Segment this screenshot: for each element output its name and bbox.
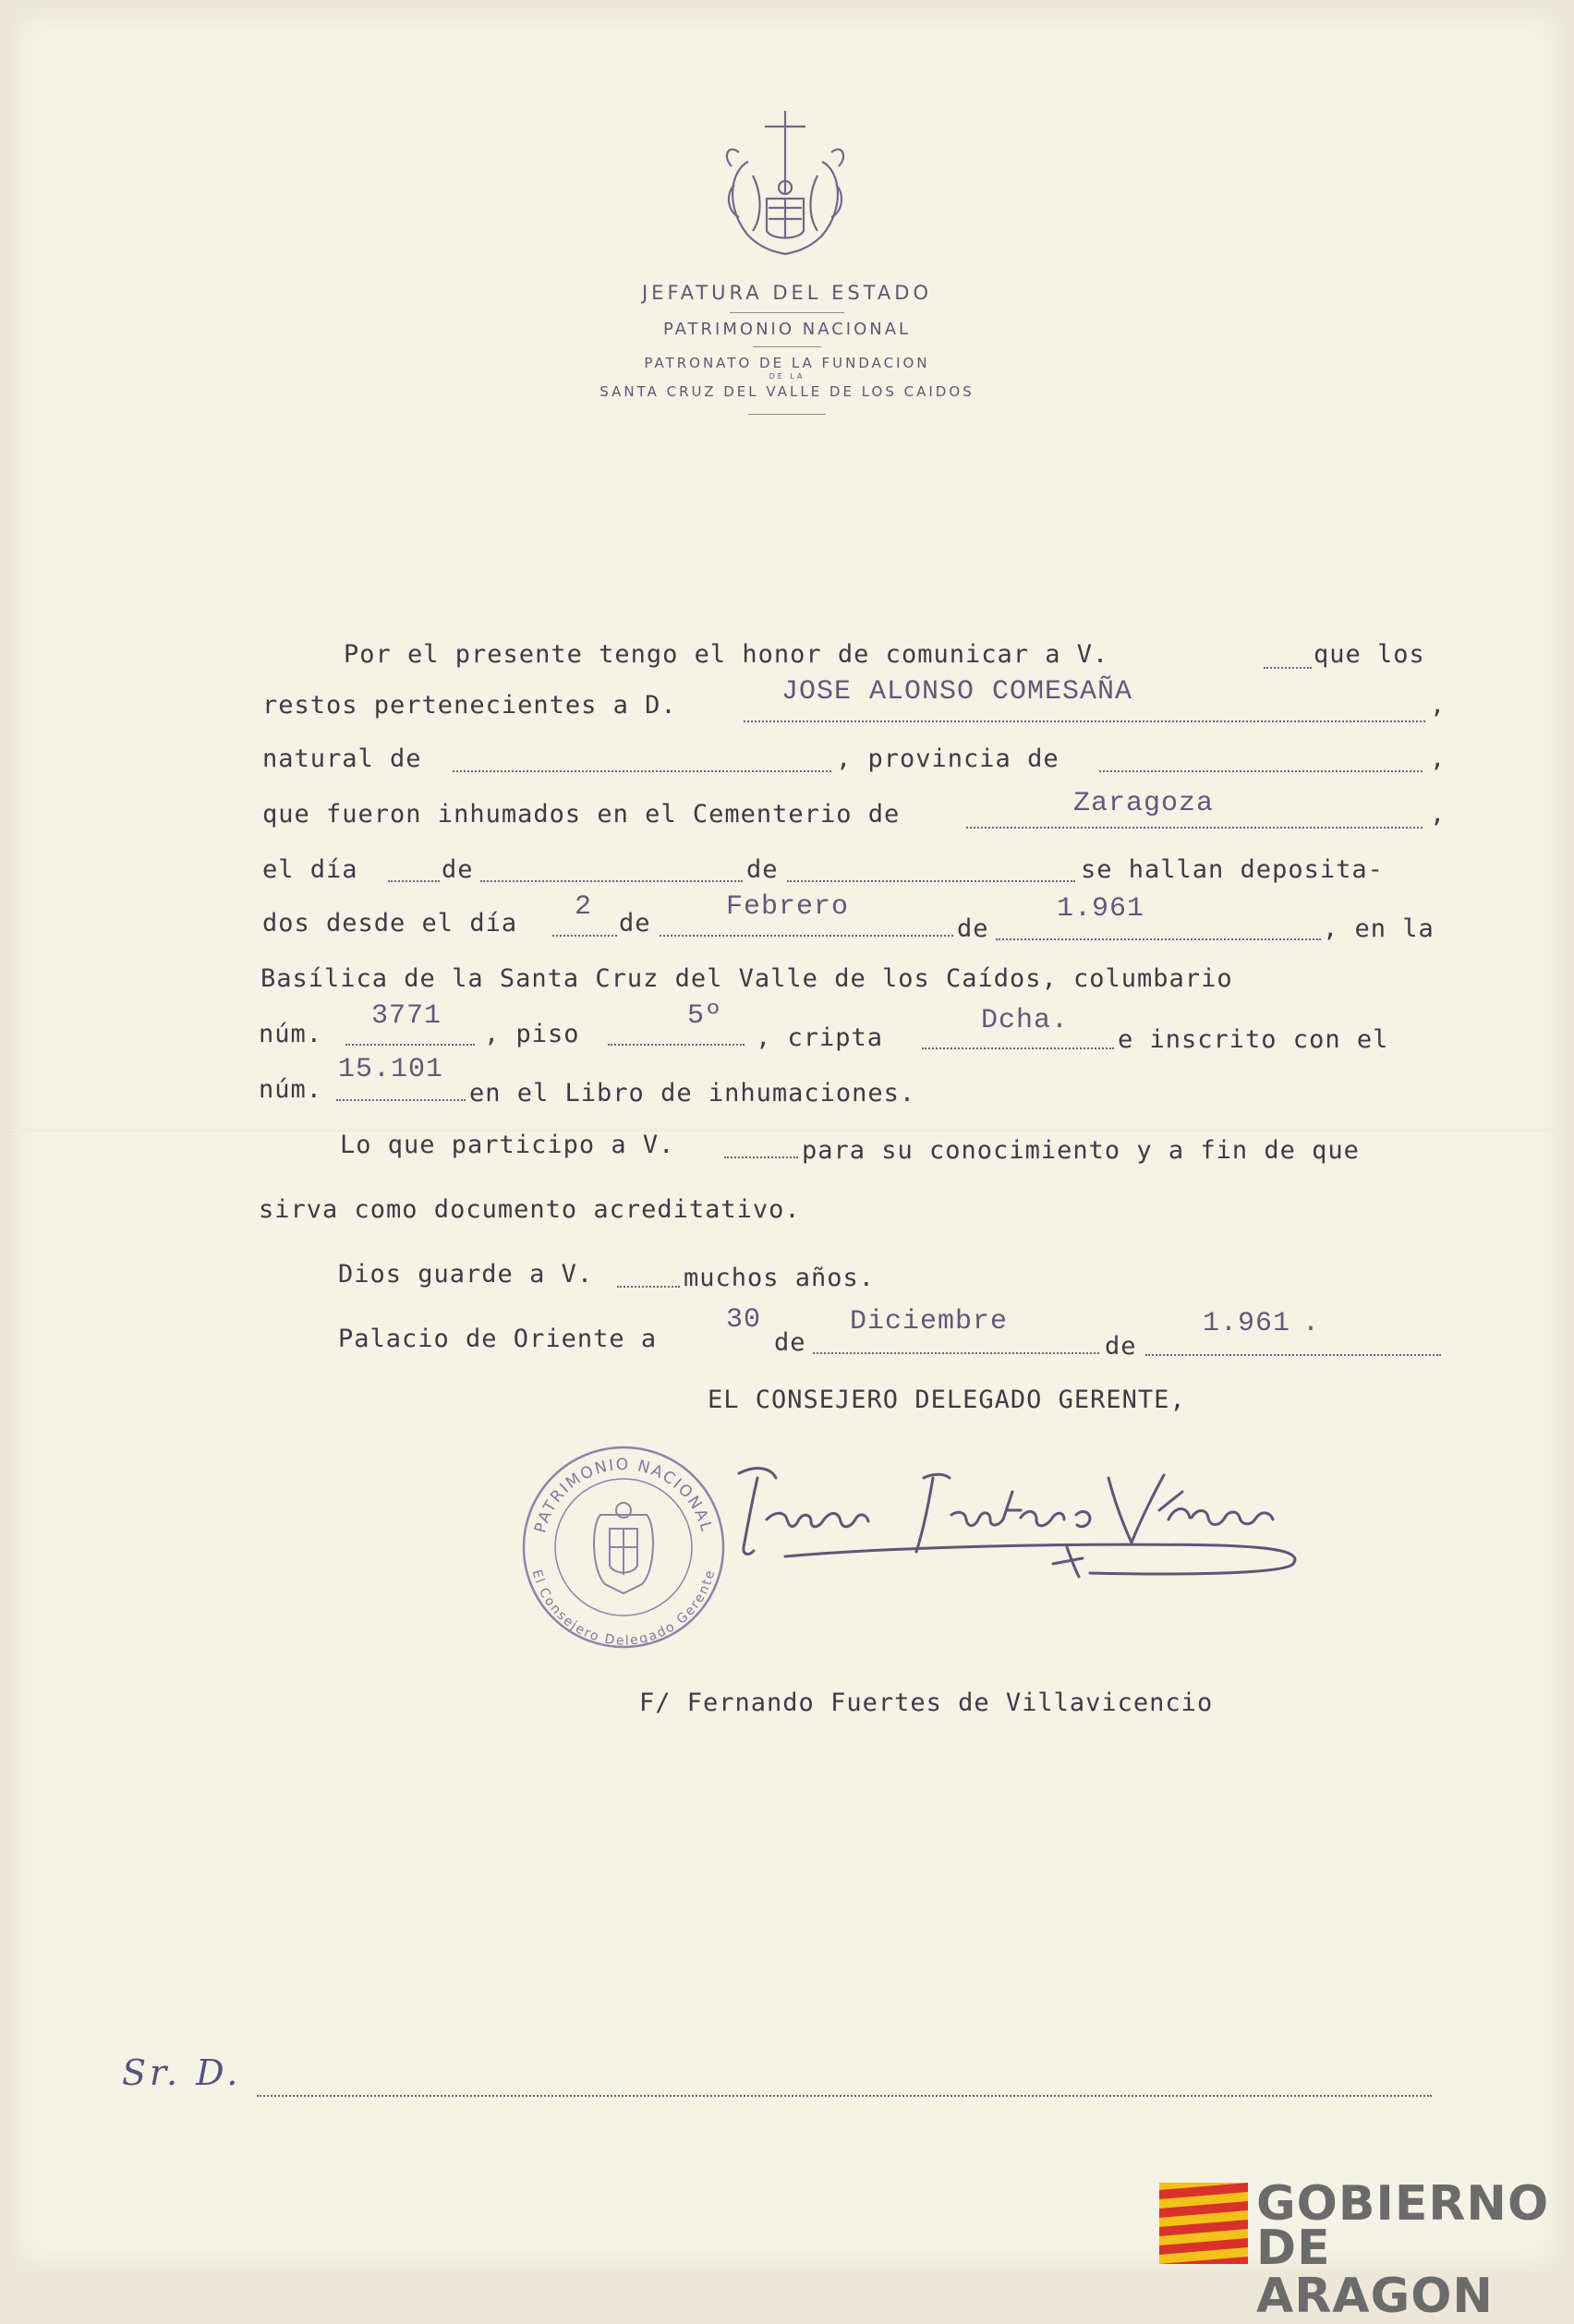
form-text-p8b: , piso [484,1020,580,1048]
blank-dia-deposito [552,935,617,937]
form-text-p5d: se hallan deposita- [1081,855,1384,884]
form-text-p6d: , en la [1323,914,1435,943]
blank-cementerio [966,827,1423,829]
filled-date-month: Diciembre [850,1306,1009,1338]
cross-emblem-icon [711,106,859,272]
blank-date-year [1145,1354,1441,1356]
form-text-p6b: de [619,909,651,938]
form-text-p13a: Palacio de Oriente a [338,1325,658,1353]
form-text-p8a: núm. [259,1020,323,1048]
eagle-crest-icon [594,1503,653,1593]
form-text-p8c: , cripta [756,1023,884,1052]
filled-piso: 5º [687,1000,723,1032]
form-text-p5b: de [442,855,474,884]
paper-fold [9,1129,1565,1132]
blank-vuestra-3 [617,1286,680,1288]
aragon-flag-icon [1159,2183,1248,2264]
form-text-p6c: de [957,914,989,943]
letterhead-line-5: SANTA CRUZ DEL VALLE DE LOS CAIDOS [599,383,975,400]
filled-cemetery: Zaragoza [1073,788,1215,819]
form-text-p6a: dos desde el día [262,909,518,938]
signer-title: EL CONSEJERO DELEGADO GERENTE, [708,1386,1186,1414]
form-text-p12b: muchos años. [684,1264,876,1292]
form-text-p9a: núm. [259,1075,323,1104]
form-text-p1b: que los [1314,640,1425,669]
filled-date-period: . [1302,1308,1321,1339]
filled-date-day: 30 [726,1304,762,1336]
addressee-label: Sr. D. [122,2052,242,2093]
form-text-p10a: Lo que participo a V. [340,1131,675,1159]
blank-mes-deposito [660,935,953,937]
form-text-p12a: Dios guarde a V. [338,1260,594,1289]
blank-ano-inhumacion [787,880,1075,882]
blank-ano-deposito [996,938,1321,940]
logo-line-2: DE ARAGON [1256,2221,1494,2324]
letterhead-line-1: JEFATURA DEL ESTADO [641,282,932,304]
filled-cripta: Dcha. [981,1005,1070,1036]
form-text-p2: restos pertenecientes a D. [262,691,677,720]
blank-columbario [345,1044,475,1046]
letterhead-rule-3 [748,414,826,415]
filled-deposit-day: 2 [575,891,593,923]
filled-deposit-month: Febrero [726,891,850,923]
blank-date-month [813,1352,1099,1354]
form-text-p3-end: , [1430,744,1447,773]
letterhead-line-2: PATRIMONIO NACIONAL [662,320,912,339]
logo-line-1: GOBIERNO [1256,2176,1550,2232]
blank-addressee [257,2095,1432,2097]
form-text-p11: sirva como documento acreditativo. [259,1195,801,1224]
letterhead-line-4: DE LA [769,372,805,381]
svg-text:El Consejero Delegado Gerente [529,1568,719,1649]
blank-vuestra-2 [724,1156,798,1158]
form-text-p7: Basílica de la Santa Cruz del Valle de los Caídos, columbario [260,964,1233,993]
letterhead-line-3: PATRONATO DE LA FUNDACION [644,355,930,371]
handwritten-signature [702,1455,1349,1593]
filled-date-year: 1.961 [1203,1308,1291,1339]
form-text-p1a: Por el presente tengo el honor de comunicar a V. [344,640,1109,669]
filled-columbario: 3771 [371,1000,442,1032]
filled-deposit-year: 1.961 [1057,893,1145,925]
blank-provincia [1099,770,1423,772]
form-text-p4: que fueron inhumados en el Cementerio de [262,800,901,829]
form-text-p9b: en el Libro de inhumaciones. [469,1079,916,1108]
blank-name [744,720,1425,722]
stamp-top-text: PATRIMONIO NACIONAL [531,1455,716,1535]
letterhead-rule-2 [753,346,821,347]
blank-registro [336,1099,466,1101]
stamp-bottom-text: El Consejero Delegado Gerente [528,1567,719,1649]
blank-mes-inhumacion [480,880,743,882]
form-text-p3b: , provincia de [836,744,1059,773]
form-text-p4-end: , [1430,800,1447,829]
letterhead-rule-1 [730,312,844,313]
blank-dia-inhumacion [388,880,440,882]
form-text-p13b: de [774,1328,806,1357]
form-text-p8d: e inscrito con el [1118,1025,1389,1054]
signer-name: F/ Fernando Fuertes de Villavicencio [639,1689,1214,1717]
form-text-p13c: de [1105,1332,1137,1361]
blank-cripta [922,1047,1114,1049]
blank-natural [453,770,831,772]
form-text-p2-end: , [1430,691,1447,720]
blank-vuestra [1264,667,1312,669]
official-stamp [517,1441,730,1653]
form-text-p10b: para su conocimiento y a fin de que [802,1136,1360,1165]
blank-piso [608,1044,745,1046]
form-text-p5a: el día [262,855,358,884]
form-text-p3a: natural de [262,744,422,773]
filled-name: JOSE ALONSO COMESAÑA [781,676,1133,708]
filled-registro: 15.101 [338,1054,444,1085]
form-text-p5c: de [746,855,779,884]
